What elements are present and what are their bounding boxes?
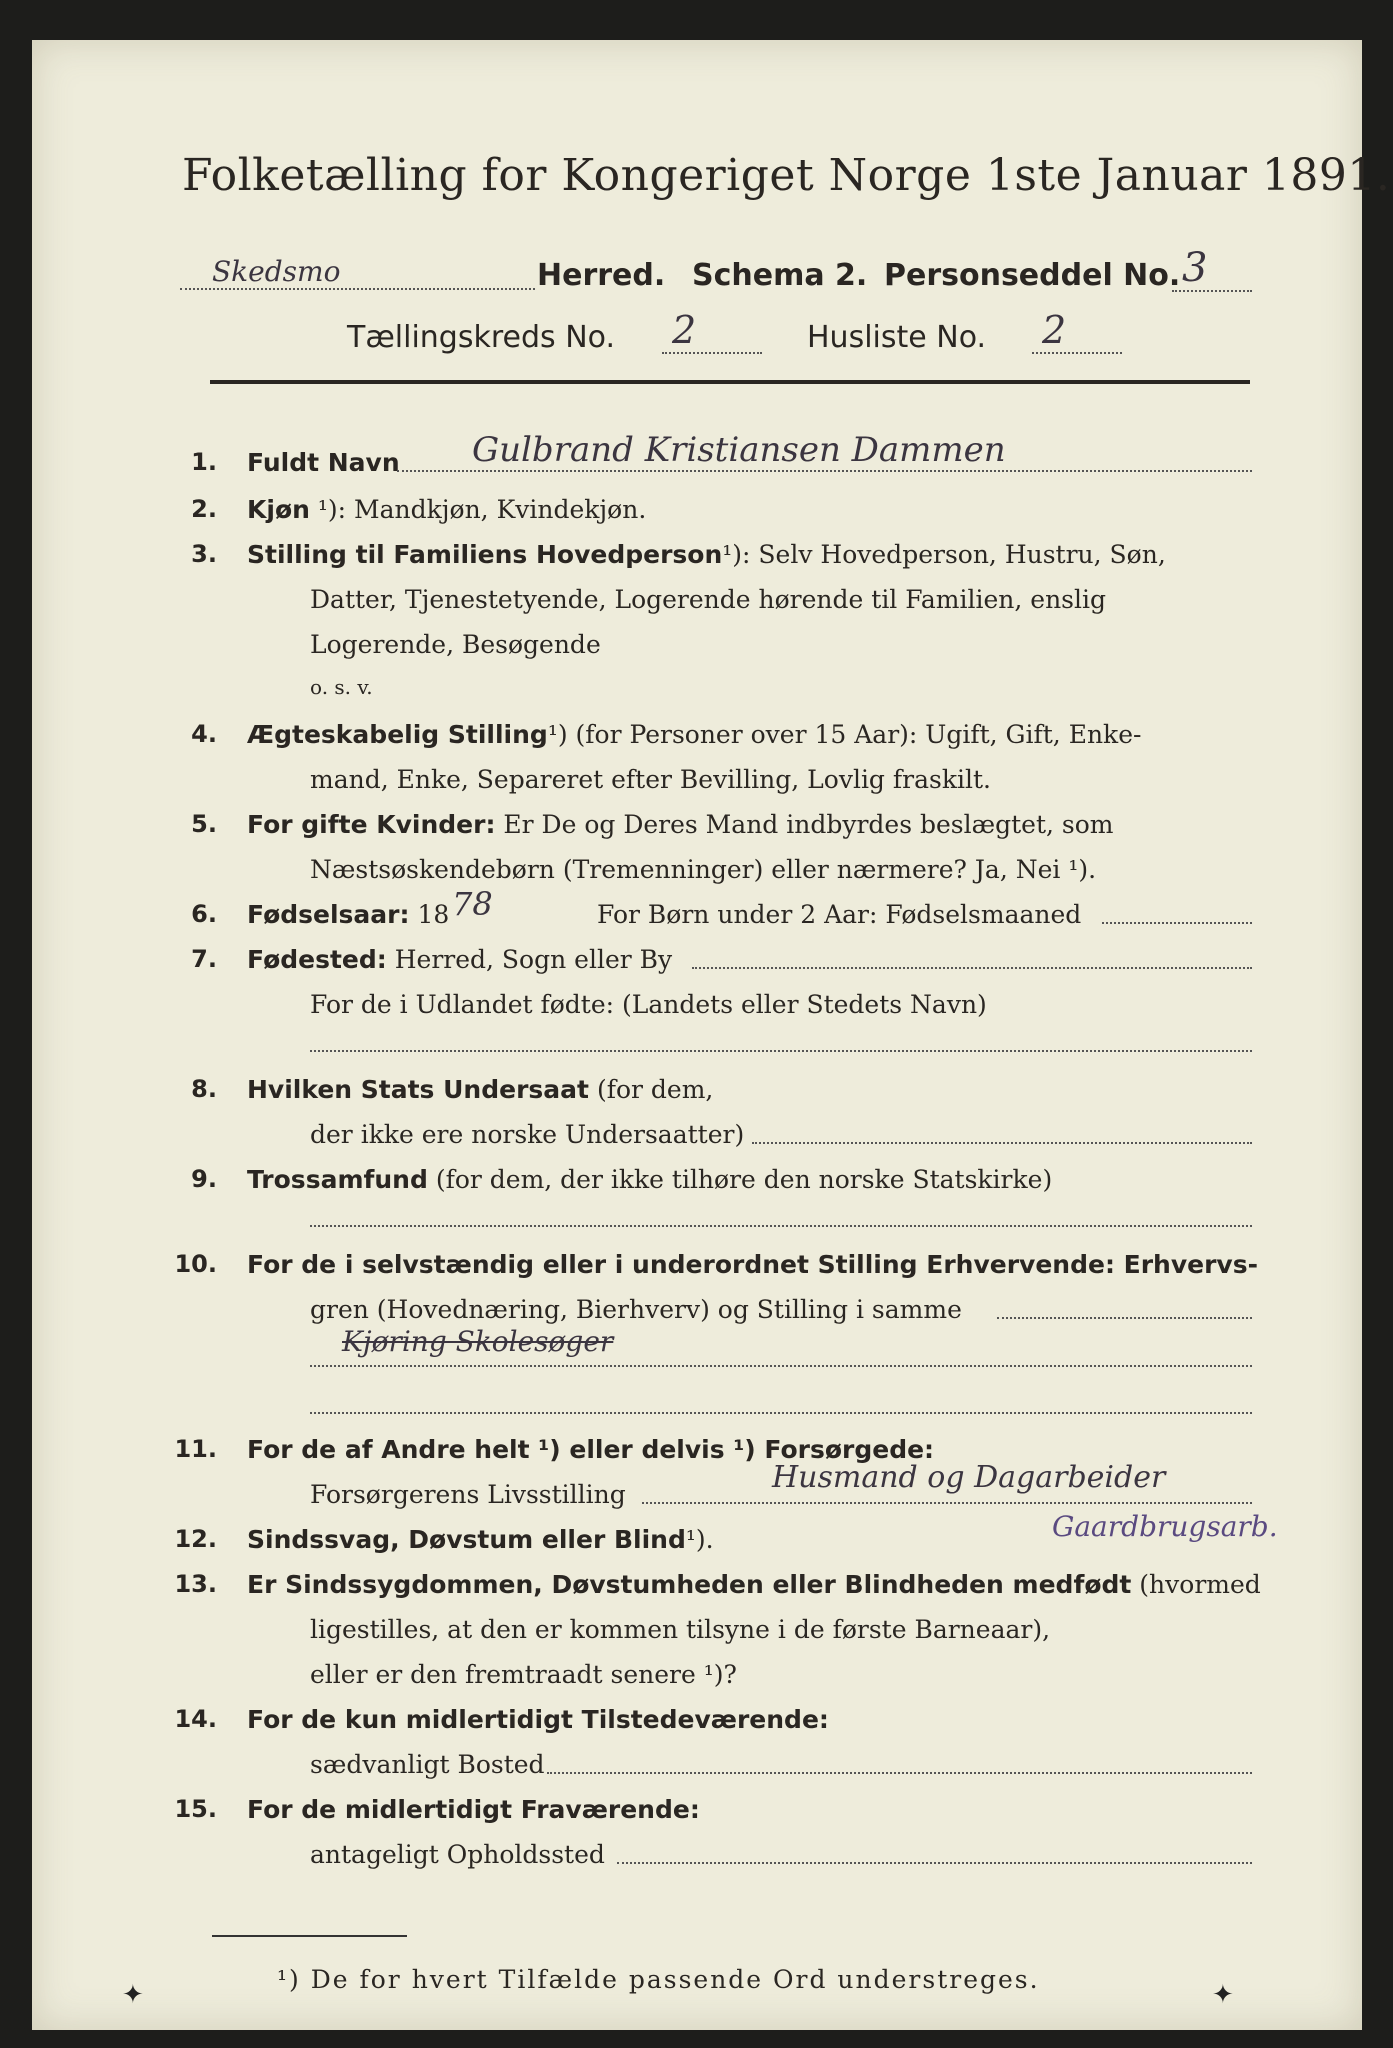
kreds-label: Tællingskreds No. [347, 320, 615, 355]
occupation-dotted-line-3 [310, 1412, 1252, 1414]
full-name-dotted-line [397, 470, 1252, 472]
foreign-birthplace-dotted-line [310, 1050, 1252, 1052]
header-rule [210, 380, 1250, 384]
husliste-value: 2 [1042, 308, 1067, 352]
kreds-value: 2 [672, 308, 697, 352]
kreds-dotted-line [662, 352, 762, 354]
provider-occupation-value: Husmand og Dagarbeider [772, 1460, 1166, 1495]
form-title: Folketælling for Kongeriget Norge 1ste Januar 1891. [182, 150, 1391, 201]
corner-mark-right-icon: ✦ [1212, 1980, 1234, 2010]
personseddel-dotted-line [1172, 290, 1252, 292]
schema-label: Schema 2. [692, 258, 868, 293]
birthplace-dotted-line [692, 967, 1252, 969]
occupation-dotted-line-1 [997, 1317, 1252, 1319]
nationality-dotted-line [752, 1142, 1252, 1144]
footnote: ¹) De for hvert Tilfælde passende Ord understreges. [277, 1965, 1040, 1994]
provider-occupation-correction: Gaardbrugsarb. [1052, 1510, 1278, 1543]
personseddel-label: Personseddel No. [884, 258, 1181, 293]
temporary-residence-dotted-line [617, 1862, 1252, 1864]
birth-month-dotted-line [1102, 922, 1252, 924]
usual-residence-dotted-line [547, 1772, 1252, 1774]
corner-mark-left-icon: ✦ [122, 1980, 144, 2010]
husliste-label: Husliste No. [807, 320, 987, 355]
husliste-dotted-line [1032, 352, 1122, 354]
herred-value: Skedsmo [212, 255, 341, 288]
census-form-page: Folketælling for Kongeriget Norge 1ste Januar 1891. Skedsmo Herred. Schema 2. Personseddel No. 3 Tællingskreds No. 2 Husliste No. 2 1. Fuldt Navn Gulbrand Kristiansen Dammen 2. Kjøn ¹): Mandkjøn, Kvindekjøn. 3. Stilling til Familiens Hovedperson¹): Selv Hovedperson, Hustru, Søn, Datter, Tjenestetyende, Logerende hørende til Familien, enslig Logerende, Besøgende o. s. v. 4. Ægteskabelig Stilling¹) (for Personer over 15 Aar): Ugift, Gift, Enke- mand, Enke, Separeret efter Bevilling, Lovlig fraskilt. 5. For gifte Kvinder: Er De og Deres Mand indbyrdes beslægtet, som Næstsøskendebørn (Tremenninger) eller nærmere? Ja, Nei ¹). 6. Fødselsaar: 18 78 For Børn under 2 Aar: Fødselsmaaned 7. Fødested: Herred, Sogn eller By For de i Udlandet fødte: (Landets eller Stedets Navn) 8. Hvilken Stats Undersaat (for dem, der ikke ere norske Undersaatter) 9. Trossamfund (for dem, der ikke tilhøre den norske Statskirke) 10. For de i selvstændig eller i underordnet Stilling Erhvervende: Erhvervs- gren (Hovednæring, Bierhverv) og Stilling i samme Kjøring Skolesøger 11. For de af Andre helt ¹) eller delvis ¹) Forsørgede: Forsørgerens Livsstilling Husmand og Dagarbeider Gaardbrugsarb. 12. Sindssvag, Døvstum eller Blind¹). 13. Er Sindssygdommen, Døvstumheden eller Blindheden medfødt (hvormed ligestilles, at den er kommen tilsyne i de første Barneaar), eller er den fremtraadt senere ¹)? 14. For de kun midlertidigt Tilstedeværende: sædvanligt Bosted 15. For de midlertidigt Fraværende: antageligt Opholdssted ¹) De for hvert Tilfælde passende Ord understreges. ✦ ✦ [32, 40, 1362, 2030]
occupation-value: Kjøring Skolesøger [342, 1325, 614, 1358]
herred-label: Herred. [537, 258, 666, 293]
provider-dotted-line [642, 1502, 1252, 1504]
footnote-rule [212, 1935, 407, 1937]
herred-dotted-line [180, 288, 535, 290]
birth-year-value: 78 [452, 885, 493, 923]
personseddel-value: 3 [1182, 245, 1208, 291]
occupation-dotted-line-2 [310, 1365, 1252, 1367]
religion-dotted-line [310, 1225, 1252, 1227]
full-name-value: Gulbrand Kristiansen Dammen [472, 430, 1006, 470]
